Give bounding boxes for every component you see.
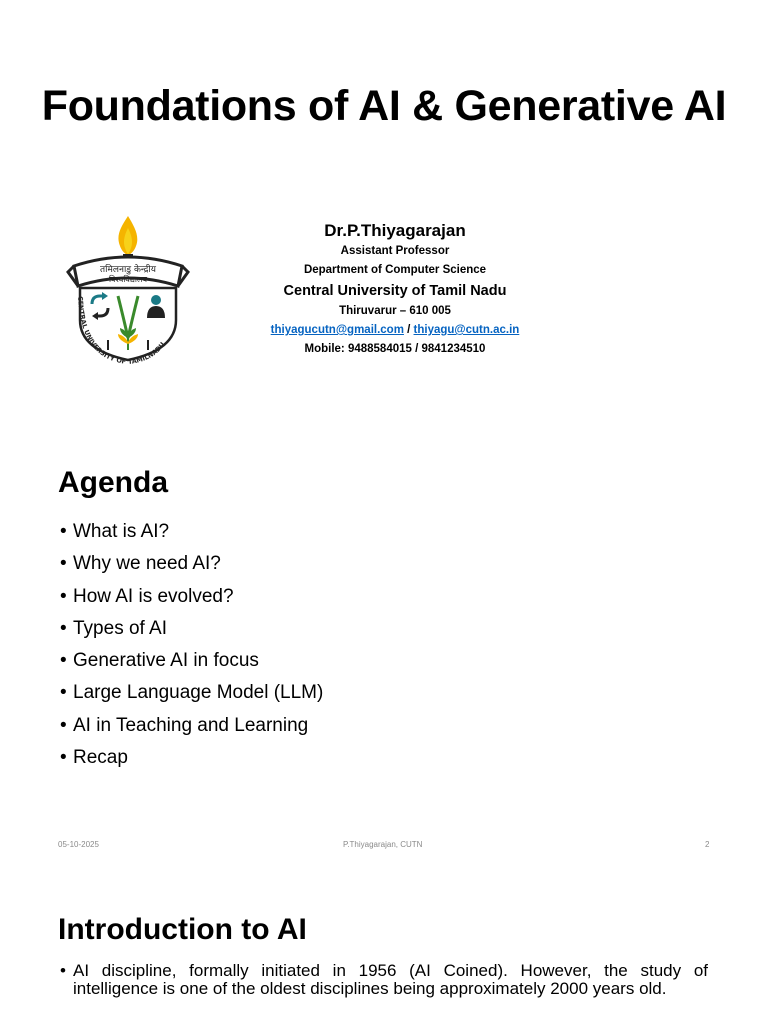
university-name: Central University of Tamil Nadu bbox=[283, 283, 507, 299]
list-item-text: Generative AI in focus bbox=[73, 650, 259, 672]
footer-page-number: 2 bbox=[705, 840, 710, 849]
list-item bbox=[60, 548, 323, 580]
intro-heading: Introduction to AI bbox=[58, 913, 307, 946]
list-item-text: AI in Teaching and Learning bbox=[73, 714, 309, 736]
list-item bbox=[60, 645, 323, 677]
intro-text: AI discipline, formally initiated in 1956 (AI Coined). However, the study of intelligence is one of the oldest disciplines being approximately 2000 years old. bbox=[73, 961, 708, 998]
list-item-text: What is AI? bbox=[73, 521, 170, 542]
list-item-text: Why we need AI? bbox=[73, 553, 221, 575]
list-item-text: Types of AI bbox=[73, 617, 167, 639]
list-item bbox=[60, 710, 323, 742]
title-slide bbox=[0, 0, 768, 430]
bullet: • bbox=[60, 714, 67, 736]
bullet: • bbox=[60, 553, 67, 575]
bullet: • bbox=[60, 961, 66, 980]
list-item bbox=[60, 742, 323, 774]
list-item bbox=[60, 516, 323, 548]
bullet: • bbox=[60, 521, 67, 542]
logo-ring-text: CENTRAL UNIVERSITY OF TAMILNADU bbox=[76, 295, 167, 366]
email-separator: / bbox=[403, 324, 414, 336]
page-title: Foundations of AI & Generative AI bbox=[41, 82, 727, 130]
department: Department of Computer Science bbox=[303, 264, 487, 276]
mobile-number: Mobile: 9488584015 / 9841234510 bbox=[304, 343, 486, 355]
logo-ribbon-text: तमिलनाडु केन्द्रीय bbox=[100, 265, 156, 275]
list-item bbox=[60, 677, 323, 709]
list-item-text: How AI is evolved? bbox=[73, 585, 234, 607]
university-logo bbox=[64, 210, 192, 366]
bullet: • bbox=[60, 650, 67, 672]
bullet: • bbox=[60, 617, 67, 639]
introduction-slide bbox=[0, 860, 768, 1024]
logo-ribbon-text-2: विश्वविद्यालय bbox=[108, 275, 148, 284]
footer-author: P.Thiyagarajan, CUTN bbox=[343, 840, 423, 849]
bullet: • bbox=[60, 585, 67, 607]
author-info bbox=[240, 220, 550, 359]
designation: Assistant Professor bbox=[340, 245, 450, 257]
address: Thiruvarur – 610 005 bbox=[339, 305, 451, 317]
list-item-text: Recap bbox=[73, 747, 128, 769]
author-name: Dr.P.Thiyagarajan bbox=[324, 221, 466, 240]
agenda-heading: Agenda bbox=[58, 466, 169, 499]
agenda-list bbox=[60, 516, 323, 774]
list-item bbox=[60, 581, 323, 613]
bullet: • bbox=[60, 747, 67, 769]
agenda-slide bbox=[0, 430, 768, 860]
email-line bbox=[240, 321, 550, 340]
email-link-1[interactable]: thiyagucutn@gmail.com bbox=[270, 324, 404, 336]
intro-bullet bbox=[60, 962, 708, 998]
bullet: • bbox=[60, 682, 67, 704]
footer-date: 05-10-2025 bbox=[58, 840, 99, 849]
email-link-2[interactable]: thiyagu@cutn.ac.in bbox=[413, 324, 520, 336]
list-item bbox=[60, 613, 323, 645]
list-item-text: Large Language Model (LLM) bbox=[73, 682, 324, 704]
